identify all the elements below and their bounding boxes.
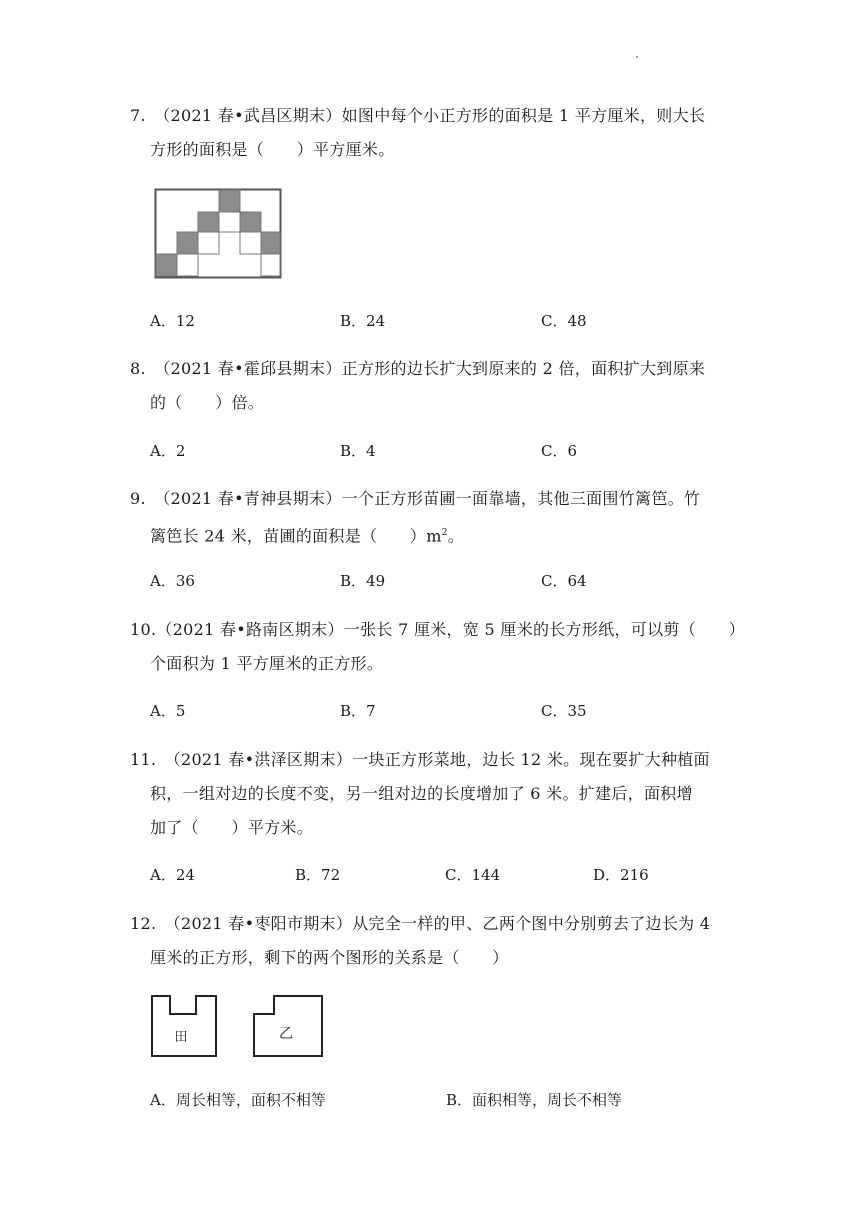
q10-line-1: 10.（2021 春•路南区期末）一张长 7 厘米，宽 5 厘米的长方形纸，可以剪（ ） (130, 620, 745, 639)
q12-line-1: 12. （2021 春•枣阳市期末）从完全一样的甲、乙两个图中分别剪去了边长为 4 (130, 914, 711, 933)
q9-line-1: 9. （2021 春•青神县期末）一个正方形苗圃一面靠墙，其他三面围竹篱笆。竹 (130, 489, 701, 508)
q10-option-c[interactable]: C．35 (541, 702, 587, 720)
q12-label-yi: 乙 (279, 1026, 293, 1042)
q8-option-b[interactable]: B．4 (340, 442, 376, 460)
q12-shape-yi (252, 994, 326, 1058)
grid-shaded-square (219, 190, 240, 212)
q8-option-c[interactable]: C．6 (541, 442, 578, 460)
q7-line-2: 方形的面积是（ ）平方厘米。 (150, 140, 395, 159)
q10-option-b[interactable]: B．7 (340, 702, 376, 720)
q8-line-1: 8. （2021 春•霍邱县期末）正方形的边长扩大到原来的 2 倍，面积扩大到原来 (130, 359, 706, 378)
q9-number: 9. (130, 489, 146, 508)
q9-option-c[interactable]: C．64 (541, 572, 587, 590)
q12-option-a[interactable]: A．周长相等，面积不相等 (150, 1091, 326, 1109)
q7-number: 7. (130, 106, 146, 125)
q7-option-b[interactable]: B．24 (340, 312, 386, 330)
q12-label-jia: 田 (174, 1030, 188, 1045)
grid-shaded-square (261, 232, 280, 254)
q11-number: 11. (130, 750, 157, 769)
grid-shaded-square (177, 232, 198, 254)
grid-shaded-square (198, 212, 219, 232)
q9-option-a[interactable]: A．36 (150, 572, 195, 590)
q8-number: 8. (130, 359, 146, 378)
q8-option-a[interactable]: A．2 (150, 442, 186, 460)
q7-grid-figure (154, 188, 284, 280)
scan-dot (636, 56, 638, 58)
q7-option-a[interactable]: A．12 (150, 312, 195, 330)
q9-unit-superscript: 2 (441, 528, 448, 538)
grid-shaded-square (156, 254, 177, 276)
q7-line-1: 7. （2021 春•武昌区期末）如图中每个小正方形的面积是 1 平方厘米，则大长 (130, 106, 706, 125)
q10-line-2: 个面积为 1 平方厘米的正方形。 (150, 654, 384, 673)
q11-line-3: 加了（ ）平方米。 (150, 818, 314, 837)
q7-option-c[interactable]: C．48 (541, 312, 587, 330)
q11-option-c[interactable]: C．144 (445, 866, 501, 884)
q11-line-1: 11. （2021 春•洪泽区期末）一块正方形菜地，边长 12 米。现在要扩大种植面 (130, 750, 710, 769)
q11-line-2: 积，一组对边的长度不变，另一组对边的长度增加了 6 米。扩建后，面积增 (150, 784, 693, 803)
q12-shape-jia (150, 994, 220, 1058)
q10-number: 10. (130, 620, 157, 639)
grid-shaded-square (240, 212, 261, 232)
q9-option-b[interactable]: B．49 (340, 572, 386, 590)
q12-line-2: 厘米的正方形，剩下的两个图形的关系是（ ） (150, 948, 509, 967)
q8-line-2: 的（ ）倍。 (150, 393, 265, 412)
q9-line-2: 篱笆长 24 米，苗圃的面积是（ ）$m^2$。 (150, 526, 465, 546)
q12-number: 12. (130, 914, 157, 933)
q11-option-a[interactable]: A．24 (150, 866, 195, 884)
q11-option-b[interactable]: B．72 (295, 866, 341, 884)
q12-option-b[interactable]: B．面积相等，周长不相等 (446, 1091, 623, 1109)
q11-option-d[interactable]: D．216 (593, 866, 649, 884)
q10-option-a[interactable]: A．5 (150, 702, 186, 720)
